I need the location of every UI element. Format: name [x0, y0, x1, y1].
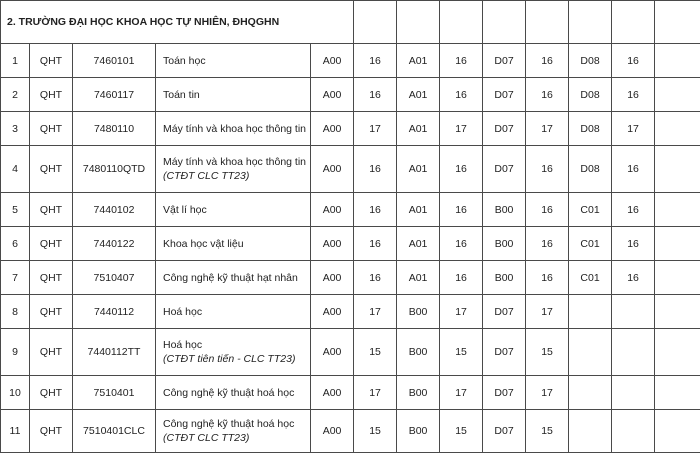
empty-cell: [655, 44, 700, 78]
score-1: 17: [354, 376, 397, 410]
score-1: 16: [354, 261, 397, 295]
score-2: 16: [440, 78, 483, 112]
empty-cell: [655, 295, 700, 329]
major-name: Toán học: [156, 44, 311, 78]
combo-3: B00: [483, 193, 526, 227]
score-4: 16: [612, 78, 655, 112]
program-note: (CTĐT CLC TT23): [163, 431, 307, 445]
combo-3: D07: [483, 146, 526, 193]
row-number: 11: [1, 410, 30, 453]
major-name: Máy tính và khoa học thông tin: [156, 112, 311, 146]
combo-3: D07: [483, 295, 526, 329]
school-code: QHT: [30, 44, 73, 78]
table-row: [1, 78, 700, 112]
major-name: Vật lí học: [156, 193, 311, 227]
combo-2: B00: [397, 295, 440, 329]
major-name: Khoa học vật liệu: [156, 227, 311, 261]
combo-2: A01: [397, 112, 440, 146]
score-3: 15: [526, 329, 569, 376]
table-row: [1, 410, 700, 453]
major-code: 7440122: [73, 227, 156, 261]
table-row: [1, 261, 700, 295]
score-4: 16: [612, 261, 655, 295]
empty-cell: [526, 1, 569, 44]
combo-1: A00: [311, 329, 354, 376]
combo-1: A00: [311, 227, 354, 261]
combo-4: D08: [569, 44, 612, 78]
score-2: 16: [440, 146, 483, 193]
section-title-row: [1, 1, 700, 44]
empty-cell: [483, 1, 526, 44]
major-code: 7460117: [73, 78, 156, 112]
score-3: 16: [526, 227, 569, 261]
score-4: [612, 295, 655, 329]
score-1: 15: [354, 410, 397, 453]
score-1: 17: [354, 295, 397, 329]
major-name: Công nghệ kỹ thuật hoá học (CTĐT CLC TT23): [156, 410, 311, 453]
combo-1: A00: [311, 44, 354, 78]
score-3: 16: [526, 146, 569, 193]
score-4: 17: [612, 112, 655, 146]
table-row: [1, 146, 700, 193]
empty-cell: [655, 227, 700, 261]
combo-1: A00: [311, 78, 354, 112]
major-name: Công nghệ kỹ thuật hoá học: [156, 376, 311, 410]
major-code: 7440102: [73, 193, 156, 227]
combo-4: C01: [569, 193, 612, 227]
score-2: 17: [440, 376, 483, 410]
score-2: 17: [440, 295, 483, 329]
combo-2: A01: [397, 193, 440, 227]
table-row: [1, 44, 700, 78]
school-code: QHT: [30, 295, 73, 329]
empty-cell: [655, 376, 700, 410]
combo-4: [569, 410, 612, 453]
score-2: 16: [440, 193, 483, 227]
empty-cell: [655, 78, 700, 112]
school-code: QHT: [30, 227, 73, 261]
score-4: 16: [612, 227, 655, 261]
score-3: 17: [526, 376, 569, 410]
major-code: 7440112: [73, 295, 156, 329]
empty-cell: [655, 410, 700, 453]
score-3: 16: [526, 78, 569, 112]
combo-4: C01: [569, 261, 612, 295]
major-name: Công nghệ kỹ thuật hạt nhân: [156, 261, 311, 295]
row-number: 9: [1, 329, 30, 376]
combo-3: B00: [483, 261, 526, 295]
score-3: 15: [526, 410, 569, 453]
major-code: 7480110: [73, 112, 156, 146]
score-2: 16: [440, 261, 483, 295]
row-number: 8: [1, 295, 30, 329]
combo-3: D07: [483, 78, 526, 112]
program-note: (CTĐT CLC TT23): [163, 169, 307, 183]
combo-2: B00: [397, 376, 440, 410]
school-code: QHT: [30, 112, 73, 146]
major-code: 7510401CLC: [73, 410, 156, 453]
row-number: 5: [1, 193, 30, 227]
school-code: QHT: [30, 376, 73, 410]
score-2: 15: [440, 410, 483, 453]
major-code: 7440112TT: [73, 329, 156, 376]
combo-1: A00: [311, 376, 354, 410]
major-name: Hoá học (CTĐT tiên tiến - CLC TT23): [156, 329, 311, 376]
combo-1: A00: [311, 193, 354, 227]
row-number: 10: [1, 376, 30, 410]
score-1: 15: [354, 329, 397, 376]
program-note: (CTĐT tiên tiến - CLC TT23): [163, 352, 307, 366]
combo-4: D08: [569, 146, 612, 193]
score-4: [612, 410, 655, 453]
combo-4: [569, 329, 612, 376]
score-4: 16: [612, 193, 655, 227]
table-row: [1, 329, 700, 376]
empty-cell: [612, 1, 655, 44]
score-3: 16: [526, 193, 569, 227]
empty-cell: [440, 1, 483, 44]
school-code: QHT: [30, 193, 73, 227]
score-2: 16: [440, 44, 483, 78]
empty-cell: [655, 329, 700, 376]
table-row: [1, 193, 700, 227]
row-number: 2: [1, 78, 30, 112]
combo-2: A01: [397, 227, 440, 261]
combo-4: [569, 295, 612, 329]
score-1: 16: [354, 193, 397, 227]
table-row: [1, 112, 700, 146]
combo-2: A01: [397, 261, 440, 295]
table-row: [1, 295, 700, 329]
combo-4: D08: [569, 112, 612, 146]
empty-cell: [569, 1, 612, 44]
empty-cell: [354, 1, 397, 44]
combo-4: C01: [569, 227, 612, 261]
score-1: 16: [354, 44, 397, 78]
major-code: 7460101: [73, 44, 156, 78]
empty-cell: [655, 112, 700, 146]
score-2: 16: [440, 227, 483, 261]
combo-3: D07: [483, 376, 526, 410]
combo-4: [569, 376, 612, 410]
empty-cell: [655, 1, 700, 44]
combo-1: A00: [311, 295, 354, 329]
score-4: 16: [612, 146, 655, 193]
major-name: Toán tin: [156, 78, 311, 112]
school-code: QHT: [30, 78, 73, 112]
school-code: QHT: [30, 329, 73, 376]
score-4: [612, 329, 655, 376]
table-row: [1, 227, 700, 261]
combo-1: A00: [311, 112, 354, 146]
score-3: 16: [526, 261, 569, 295]
score-4: [612, 376, 655, 410]
major-name: Hoá học: [156, 295, 311, 329]
combo-2: A01: [397, 44, 440, 78]
major-code: 7510401: [73, 376, 156, 410]
row-number: 1: [1, 44, 30, 78]
empty-cell: [655, 146, 700, 193]
school-code: QHT: [30, 146, 73, 193]
score-1: 17: [354, 112, 397, 146]
empty-cell: [397, 1, 440, 44]
combo-1: A00: [311, 146, 354, 193]
combo-4: D08: [569, 78, 612, 112]
major-code: 7480110QTD: [73, 146, 156, 193]
score-4: 16: [612, 44, 655, 78]
combo-2: A01: [397, 78, 440, 112]
combo-3: B00: [483, 227, 526, 261]
empty-cell: [655, 261, 700, 295]
row-number: 4: [1, 146, 30, 193]
score-3: 17: [526, 295, 569, 329]
combo-3: D07: [483, 329, 526, 376]
school-code: QHT: [30, 261, 73, 295]
school-code: QHT: [30, 410, 73, 453]
combo-1: A00: [311, 410, 354, 453]
major-code: 7510407: [73, 261, 156, 295]
combo-3: D07: [483, 112, 526, 146]
score-1: 16: [354, 78, 397, 112]
combo-2: B00: [397, 410, 440, 453]
row-number: 3: [1, 112, 30, 146]
combo-3: D07: [483, 44, 526, 78]
score-1: 16: [354, 227, 397, 261]
score-1: 16: [354, 146, 397, 193]
empty-cell: [655, 193, 700, 227]
row-number: 7: [1, 261, 30, 295]
section-title: 2. TRƯỜNG ĐẠI HỌC KHOA HỌC TỰ NHIÊN, ĐHQGHN: [1, 1, 354, 44]
score-2: 15: [440, 329, 483, 376]
row-number: 6: [1, 227, 30, 261]
score-2: 17: [440, 112, 483, 146]
table-row: [1, 376, 700, 410]
combo-1: A00: [311, 261, 354, 295]
score-3: 16: [526, 44, 569, 78]
score-3: 17: [526, 112, 569, 146]
combo-2: B00: [397, 329, 440, 376]
combo-2: A01: [397, 146, 440, 193]
combo-3: D07: [483, 410, 526, 453]
major-name: Máy tính và khoa học thông tin (CTĐT CLC TT23): [156, 146, 311, 193]
